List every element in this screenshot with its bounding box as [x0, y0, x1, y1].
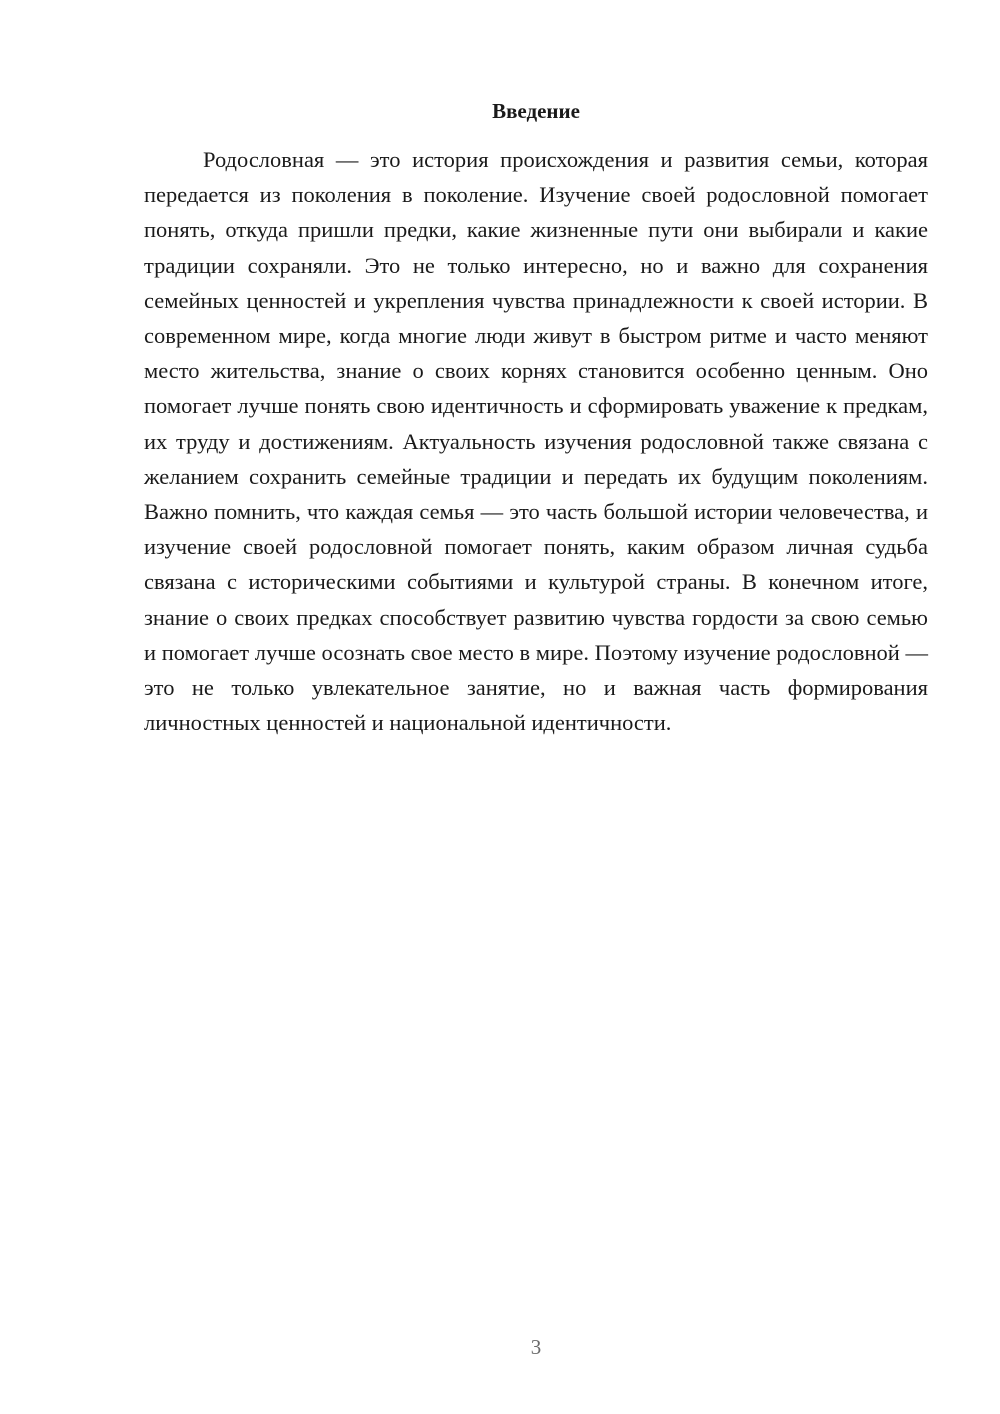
body-paragraph: Родословная — это история происхождения и развития семьи, которая передается из поколения в поколение. Изучение своей родословной помогает понять, откуда пришли предки, какие жизненные пути они выбирали и какие традиции сохраняли. Это не только интересно, но и важно для сохранения семейных ценностей и укрепления чувства принадлежности к своей истории. В современном мире, когда многие люди живут в быстром ритме и часто меняют место жительства, знание о своих корнях становится особенно ценным. Оно помогает лучше понять свою идентичность и сформировать уважение к предкам, их труду и достижениям. Актуальность изучения родословной также связана с желанием сохранить семейные традиции и передать их будущим поколениям. Важно помнить, что каждая семья — это часть большой истории человечества, и изучение своей родословной помогает понять, каким образом личная судьба связана с историческими событиями и культурой страны. В конечном итоге, знание о своих предках способствует развитию чувства гордости за свою семью и помогает лучше осознать свое место в мире. Поэтому изучение родословной — это не только увлекательное занятие, но и важная часть формирования личностных ценностей и национальной идентичности.: [144, 147, 928, 736]
page-number: 3: [530, 1335, 542, 1359]
section-heading: Введение: [492, 99, 580, 123]
